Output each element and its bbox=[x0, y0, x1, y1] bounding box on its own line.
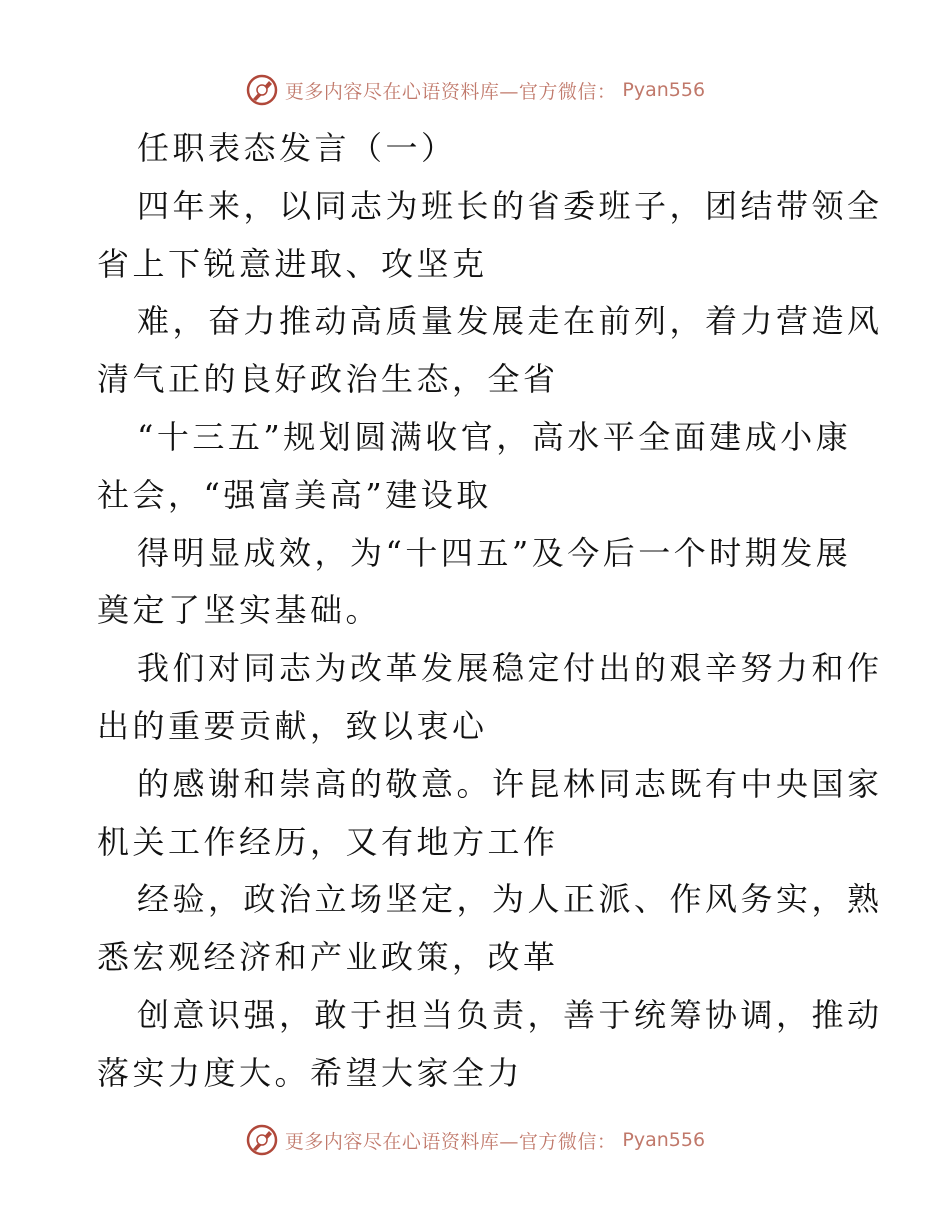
quill-pen-logo-icon bbox=[245, 1123, 279, 1157]
quill-pen-logo-icon bbox=[245, 73, 279, 107]
paragraph-line: 我们对同志为改革发展稳定付出的艰辛努力和作 bbox=[137, 649, 883, 688]
paragraph-line: 的感谢和崇高的敬意。许昆林同志既有中央国家 bbox=[137, 764, 883, 803]
header-banner bbox=[0, 70, 950, 110]
paragraph-line: “十三五”规划圆满收官，高水平全面建成小康 bbox=[137, 417, 852, 456]
paragraph-line: 经验，政治立场坚定，为人正派、作风务实，熟 bbox=[137, 880, 883, 919]
footer-banner bbox=[0, 1120, 950, 1160]
banner-slogan: 更多内容尽在心语资料库—官方微信： bbox=[284, 1130, 617, 1153]
paragraph-line: 创意识强，敢于担当负责，善于统筹协调，推动 bbox=[137, 995, 883, 1034]
banner-wechat-id: Pyan556 bbox=[622, 1129, 706, 1151]
paragraph-line: 社会，“强富美高”建设取 bbox=[97, 475, 492, 514]
paragraph-line: 机关工作经历，又有地方工作 bbox=[97, 822, 559, 861]
paragraph-line: 四年来，以同志为班长的省委班子，团结带领全 bbox=[137, 186, 883, 225]
document-title: 任职表态发言（一） bbox=[137, 129, 457, 167]
paragraph-line: 悉宏观经济和产业政策，改革 bbox=[97, 938, 559, 977]
paragraph-line: 难，奋力推动高质量发展走在前列，着力营造风 bbox=[137, 302, 883, 341]
banner-slogan: 更多内容尽在心语资料库—官方微信： bbox=[284, 80, 617, 103]
paragraph-line: 省上下锐意进取、攻坚克 bbox=[97, 244, 488, 283]
paragraph-line: 得明显成效，为“十四五”及今后一个时期发展 bbox=[137, 533, 852, 572]
paragraph-line: 落实力度大。希望大家全力 bbox=[97, 1053, 524, 1092]
paragraph-line: 清气正的良好政治生态，全省 bbox=[97, 360, 559, 399]
paragraph-line: 出的重要贡献，致以衷心 bbox=[97, 706, 488, 745]
banner-wechat-id: Pyan556 bbox=[622, 79, 706, 101]
document-body bbox=[97, 120, 883, 1103]
paragraph-line: 奠定了坚实基础。 bbox=[97, 591, 382, 630]
